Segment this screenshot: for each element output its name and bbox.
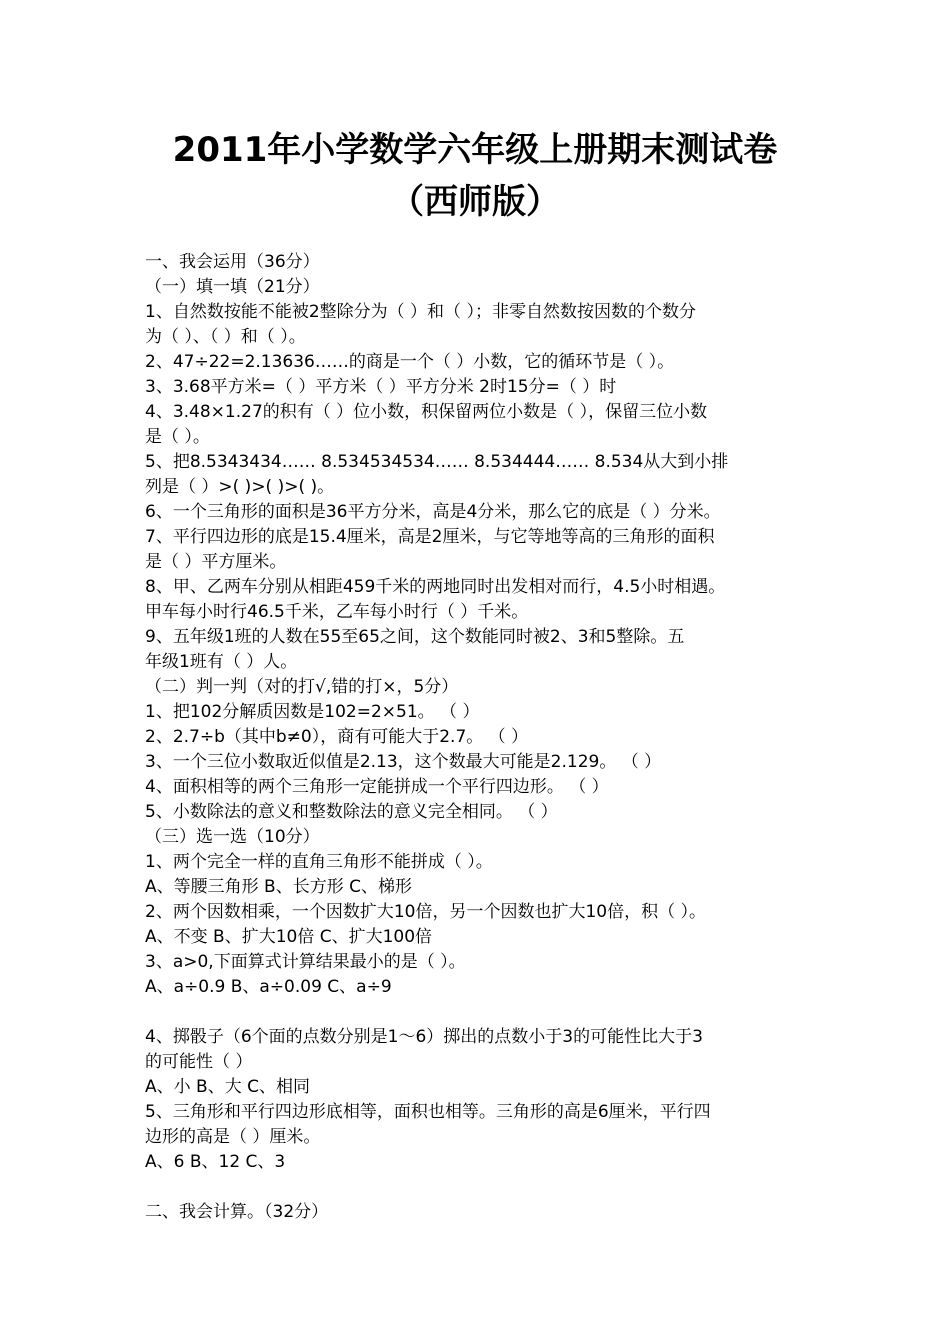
document-title: 2011年小学数学六年级上册期末测试卷 xyxy=(172,130,778,170)
answer-options: A、等腰三角形 B、长方形 C、梯形 xyxy=(145,877,412,897)
subsection-heading-judge: （二）判一判（对的打√,错的打×，5分） xyxy=(145,677,459,697)
question-text: 4、面积相等的两个三角形一定能拼成一个平行四边形。 （ ） xyxy=(145,777,609,797)
question-text: 5、三角形和平行四边形底相等，面积也相等。三角形的高是6厘米，平行四 xyxy=(145,1102,711,1122)
section-heading-2: 二、我会计算。（32分） xyxy=(145,1202,329,1222)
question-text: 1、自然数按能不能被2整除分为（ ）和（ ）；非零自然数按因数的个数分 xyxy=(145,302,696,322)
blank-line xyxy=(145,1000,825,1025)
question-text: 7、平行四边形的底是15.4厘米，高是2厘米，与它等地等高的三角形的面积 xyxy=(145,527,715,547)
question-text: 2、47÷22=2.13636……的商是一个（ ）小数，它的循环节是（ ）。 xyxy=(145,352,675,372)
question-text: 1、把102分解质因数是102=2×51。 （ ） xyxy=(145,702,480,722)
question-text: 3、一个三位小数取近似值是2.13，这个数最大可能是2.129。 （ ） xyxy=(145,752,662,772)
question-text: 列是（ ）>( )>( )>( )。 xyxy=(145,477,335,497)
question-text: 4、3.48×1.27的积有（ ）位小数，积保留两位小数是（ ），保留三位小数 xyxy=(145,402,708,422)
question-text: 2、2.7÷b（其中b≠0），商有可能大于2.7。 （ ） xyxy=(145,727,529,747)
question-text: 是（ ）平方厘米。 xyxy=(145,552,287,572)
document-subtitle: （西师版） xyxy=(390,182,560,222)
subsection-heading-choose: （三）选一选（10分） xyxy=(145,827,320,847)
subsection-heading-fill: （一）填一填（21分） xyxy=(145,277,320,297)
question-text: 3、a>0,下面算式计算结果最小的是（ ）。 xyxy=(145,952,466,972)
question-text: 6、一个三角形的面积是36平方分米，高是4分米，那么它的底是（ ）分米。 xyxy=(145,502,721,522)
answer-options: A、小 B、大 C、相同 xyxy=(145,1077,310,1097)
question-text: 4、掷骰子（6个面的点数分别是1～6）掷出的点数小于3的可能性比大于3 xyxy=(145,1027,703,1047)
document-body xyxy=(145,250,825,1225)
question-text: 是（ ）。 xyxy=(145,427,210,447)
answer-options: A、不变 B、扩大10倍 C、扩大100倍 xyxy=(145,927,433,947)
question-text: 1、两个完全一样的直角三角形不能拼成（ ）。 xyxy=(145,852,493,872)
question-text: 5、小数除法的意义和整数除法的意义完全相同。 （ ） xyxy=(145,802,558,822)
blank-line xyxy=(145,1175,825,1200)
question-text: 3、3.68平方米=（ ）平方米（ ）平方分米 2时15分=（ ）时 xyxy=(145,377,617,397)
question-text: 9、五年级1班的人数在55至65之间，这个数能同时被2、3和5整除。五 xyxy=(145,627,685,647)
question-text: 的可能性（ ） xyxy=(145,1052,253,1072)
answer-options: A、6 B、12 C、3 xyxy=(145,1152,286,1172)
question-text: 2、两个因数相乘，一个因数扩大10倍，另一个因数也扩大10倍，积（ ）。 xyxy=(145,902,706,922)
question-text: 甲车每小时行46.5千米，乙车每小时行（ ）千米。 xyxy=(145,602,529,622)
question-text: 为（ ）、（ ）和（ ）。 xyxy=(145,327,306,347)
question-text: 边形的高是（ ）厘米。 xyxy=(145,1127,321,1147)
section-heading-1: 一、我会运用（36分） xyxy=(145,252,320,272)
question-text: 8、甲、乙两车分别从相距459千米的两地同时出发相对而行，4.5小时相遇。 xyxy=(145,577,726,597)
question-text: 年级1班有（ ）人。 xyxy=(145,652,298,672)
question-text: 5、把8.5343434…… 8.534534534…… 8.534444…… 8.534从大到小排 xyxy=(145,452,729,472)
answer-options: A、a÷0.9 B、a÷0.09 C、a÷9 xyxy=(145,977,392,997)
